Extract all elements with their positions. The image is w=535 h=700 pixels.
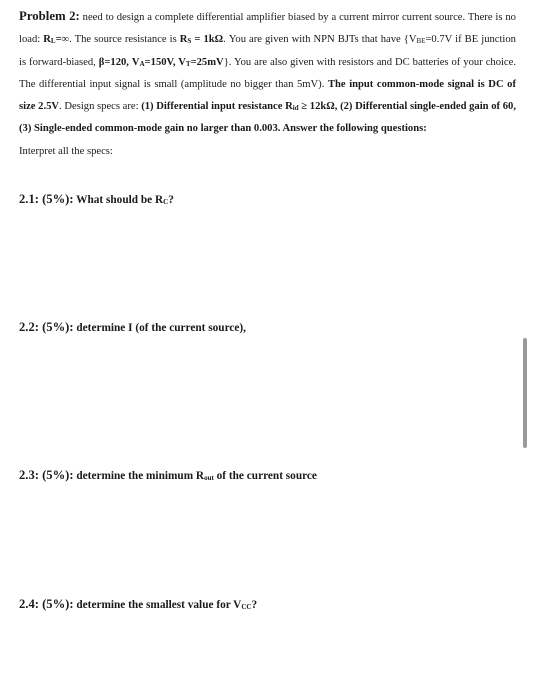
question-2-4: 2.4: (5%): determine the smallest value for $V_{CC}$? [19, 597, 258, 611]
design-specs: (1) Differential input resistance $R_{id} \ge 12k\Omega$, (2) Differential single-ended gain of 60, (3) Single-ended common-mode gain no larger than 0.003. Answer the following questions: [19, 101, 516, 135]
vertical-scrollbar[interactable] [523, 338, 527, 448]
problem-text-6: . Design specs are: [59, 101, 142, 113]
vbe-symbol: $V_{BE}=0.7V$ [408, 34, 453, 46]
rs-symbol: $R_S = 1k\Omega$ [179, 34, 224, 46]
problem-text-1: need to design a complete differential amplifier biased by a current mirror current source. There is no load: [19, 12, 516, 46]
question-2-3: 2.3: (5%): determine the minimum $R_{out}$ of the current source [19, 468, 317, 482]
rl-symbol: $R_L=\infty$ [43, 34, 70, 46]
problem-text-4: if BE junction is forward-biased, [19, 34, 516, 68]
problem-text-5: }. You are also given with resistors and DC batteries of your choice. The differential input signal is small (amplitude no bigger than 5mV). [19, 56, 516, 90]
question-2-2: 2.2: (5%): determine I (of the current source), [19, 320, 246, 334]
problem-title: Problem 2: [19, 9, 80, 23]
problem-statement [19, 5, 516, 163]
bjt-parameters: β=120, $V_A=150V$, $V_T=25mV$ [98, 56, 224, 68]
problem-text-3: . You are given with NPN BJTs that have { [223, 34, 409, 46]
question-2-1: 2.1: (5%): What should be $R_C$? [19, 192, 174, 206]
interpret-specs-line: Interpret all the specs: [19, 145, 113, 157]
problem-text-2: . The source resistance is [69, 34, 180, 46]
common-mode-statement: The input common-mode signal is DC of size 2.5V [19, 78, 516, 113]
